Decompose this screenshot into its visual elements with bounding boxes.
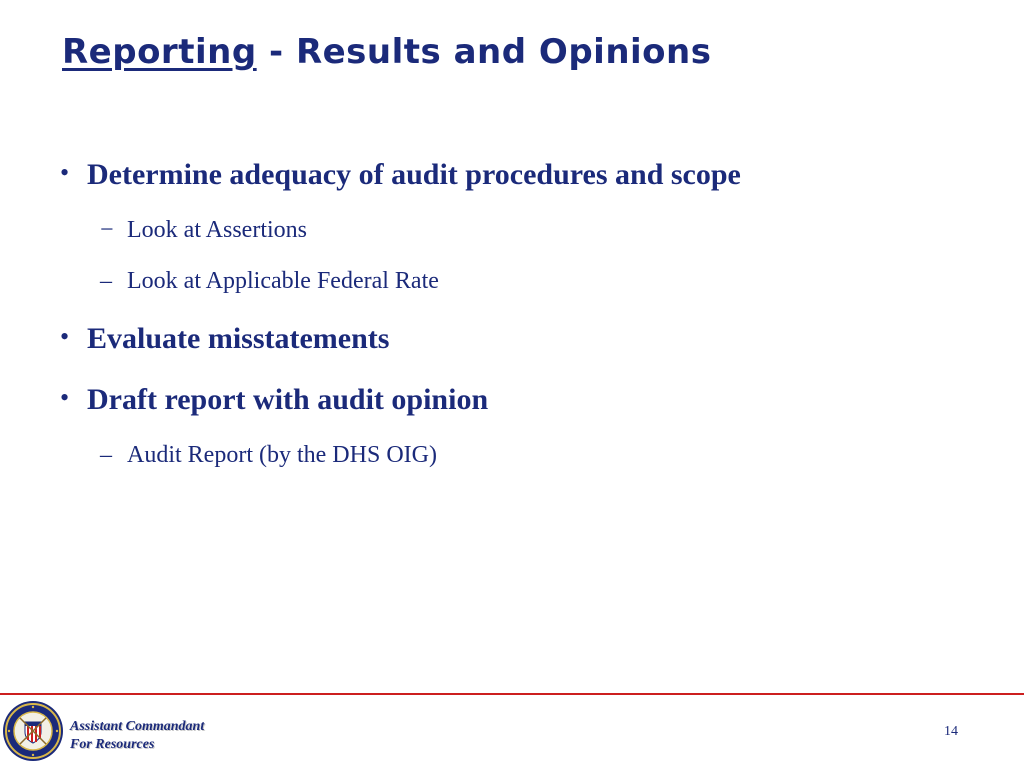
coast-guard-seal-icon xyxy=(2,700,64,762)
bullet-text: Draft report with audit opinion xyxy=(87,383,489,416)
footer-divider xyxy=(0,693,1024,695)
bullet-marker: • xyxy=(60,322,70,351)
slide-title xyxy=(62,28,711,76)
bullet-marker: • xyxy=(60,383,70,412)
title-rest: - Results and Opinions xyxy=(256,32,712,72)
sub-bullet-text: Look at Assertions xyxy=(127,217,307,243)
bullet-marker: • xyxy=(60,158,70,187)
title-underlined-part: Reporting xyxy=(62,32,257,72)
footer-brand-line-1: Assistant Commandant xyxy=(70,719,205,734)
dash-marker: − xyxy=(100,217,114,243)
bullet-text: Determine adequacy of audit procedures and scope xyxy=(87,158,741,191)
footer-brand-line-2: For Resources xyxy=(70,737,155,752)
footer-brand xyxy=(70,718,204,754)
sub-bullet-text: Audit Report (by the DHS OIG) xyxy=(127,442,437,468)
sub-bullet-text: Look at Applicable Federal Rate xyxy=(127,268,439,294)
bullet-text: Evaluate misstatements xyxy=(87,322,390,355)
page-number: 14 xyxy=(944,724,958,739)
dash-marker: – xyxy=(100,442,112,468)
dash-marker: – xyxy=(100,268,112,294)
